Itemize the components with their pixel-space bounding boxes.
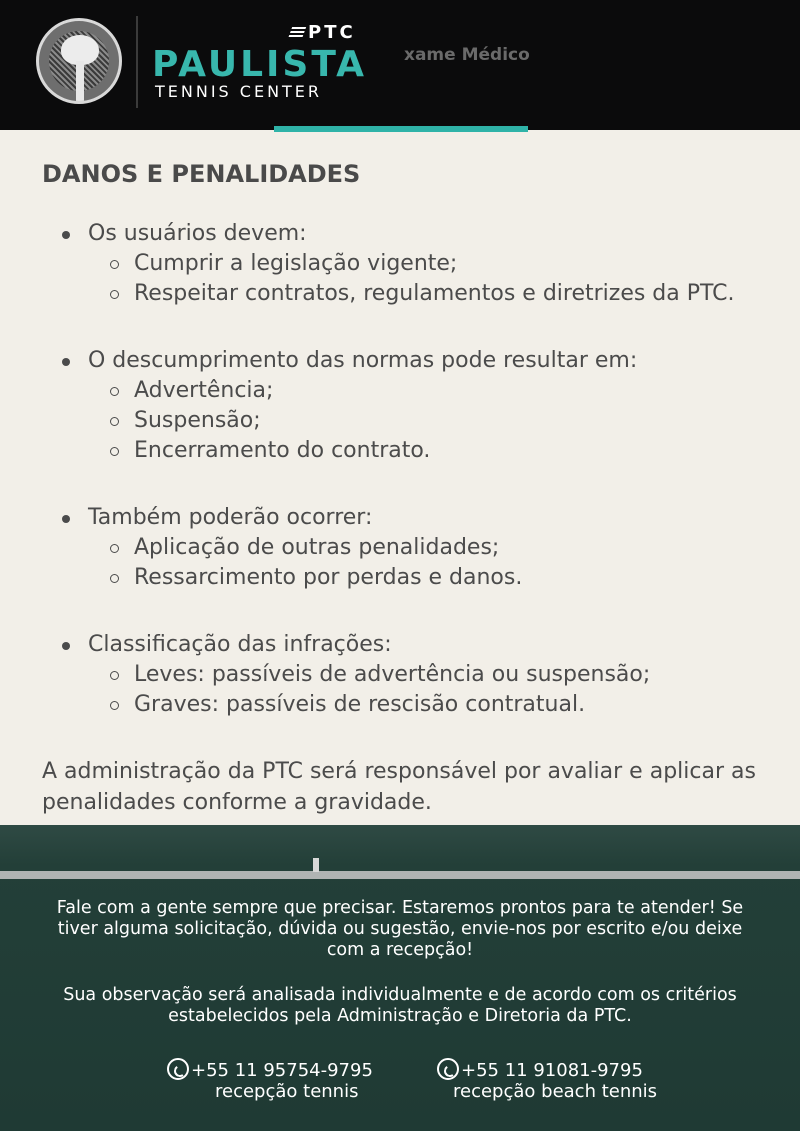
page-title: DANOS E PENALIDADES <box>42 160 361 188</box>
header <box>0 0 800 130</box>
sub-bullet-item: Encerramento do contrato. <box>42 436 772 466</box>
sub-bullet-item: Graves: passíveis de rescisão contratual. <box>42 690 772 720</box>
main-content <box>42 160 772 818</box>
contact-tennis-label: recepção tennis <box>215 1081 359 1102</box>
sub-bullet-item: Ressarcimento por perdas e danos. <box>42 563 772 593</box>
bullet-item: O descumprimento das normas pode resultar em: <box>42 345 772 376</box>
header-divider <box>136 16 138 108</box>
section-usuarios <box>42 218 772 309</box>
section-ocorrencias <box>42 502 772 593</box>
sub-bullet-item: Respeitar contratos, regulamentos e diretrizes da PTC. <box>42 279 772 309</box>
closing-paragraph: A administração da PTC será responsável por avaliar e aplicar as penalidades conforme a gravidade. <box>42 759 756 815</box>
racket-logo-icon <box>36 18 122 104</box>
whatsapp-icon <box>437 1058 459 1080</box>
brand-small: PTC <box>290 22 356 43</box>
brand-title: PAULISTA <box>152 44 367 85</box>
active-tab-indicator <box>274 126 528 132</box>
bullet-item: Os usuários devem: <box>42 218 772 249</box>
sub-bullet-item: Suspensão; <box>42 406 772 436</box>
sub-bullet-item: Cumprir a legislação vigente; <box>42 249 772 279</box>
section-classificacao <box>42 629 772 720</box>
sub-bullet-item: Advertência; <box>42 376 772 406</box>
contact-beach-tennis-phone[interactable]: +55 11 91081-9795 <box>437 1058 643 1081</box>
bullet-item: Também poderão ocorrer: <box>42 502 772 533</box>
whatsapp-icon <box>167 1058 189 1080</box>
footer <box>0 825 800 1131</box>
sub-bullet-item: Aplicação de outras penalidades; <box>42 533 772 563</box>
sub-bullet-item: Leves: passíveis de advertência ou suspensão; <box>42 660 772 690</box>
contact-tennis-phone[interactable]: +55 11 95754-9795 <box>167 1058 373 1081</box>
footer-message: Fale com a gente sempre que precisar. Estaremos prontos para te atender! Se tiver alguma solicitação, dúvida ou sugestão, envie-nos por escrito e/ou deixe com a recepção! <box>56 898 744 960</box>
bullet-item: Classificação das infrações: <box>42 629 772 660</box>
contact-beach-tennis-label: recepção beach tennis <box>453 1081 658 1102</box>
ptc-mark-icon <box>288 27 306 39</box>
footer-note: Sua observação será analisada individualmente e de acordo com os critérios estabelecidos pela Administração e Diretoria da PTC. <box>63 985 737 1026</box>
court-line <box>0 871 800 879</box>
section-descumprimento <box>42 345 772 466</box>
net-post <box>313 858 319 872</box>
brand-subtitle: TENNIS CENTER <box>155 82 323 101</box>
tab-exame-medico[interactable]: xame Médico <box>404 45 530 65</box>
